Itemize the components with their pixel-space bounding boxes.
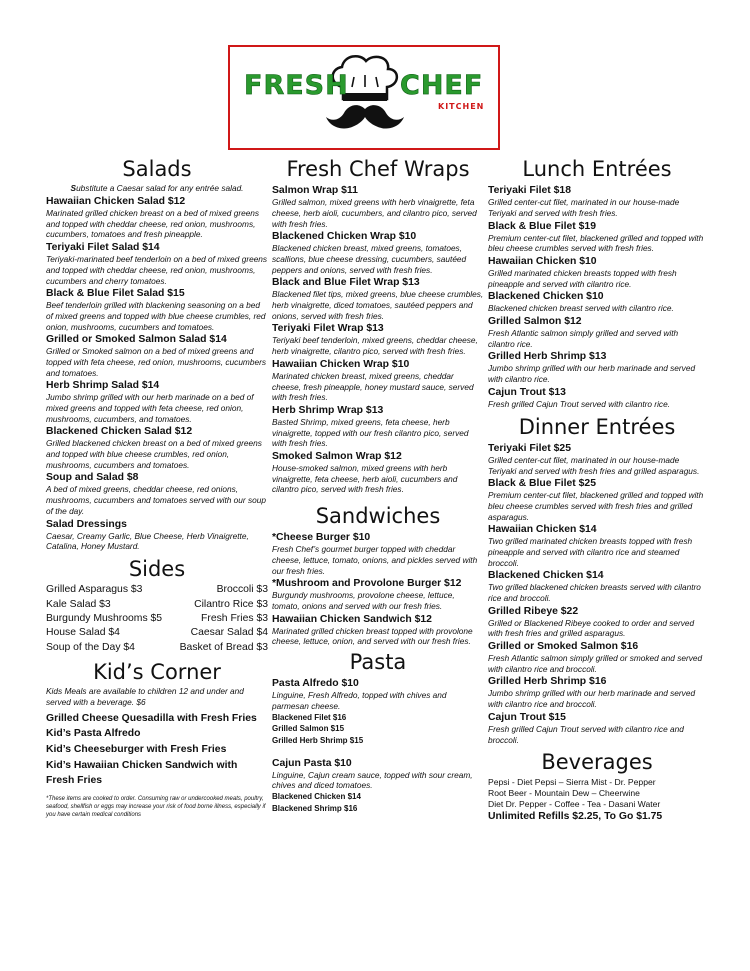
menu-item-description: Grilled center-cut filet, marinated in our house-made Teriyaki and served with fresh fries. (488, 197, 680, 218)
menu-item-description: Fresh grilled Cajun Trout served with cilantro rice. (488, 398, 670, 409)
beverage-line: Diet Dr. Pepper - Coffee - Tea - Dasani Water (488, 798, 661, 809)
menu-item-name: Blackened Chicken Wrap $10 (272, 231, 417, 243)
beverage-line: Root Beer - Mountain Dew – Cheerwine (488, 787, 640, 798)
middle-column (272, 156, 484, 814)
menu-item-description: Grilled or Blackened Ribeye cooked to order and served with fresh fries and grilled asparagus. (488, 617, 695, 639)
side-item-left: Burgundy Mushrooms $5 (46, 612, 163, 624)
food-safety-disclaimer: *These items are cooked to order. Consuming raw or undercooked meats, poultry, seafood, shellfish or eggs may increase your risk of food borne illness, especially if you have certain medical conditions (46, 795, 266, 819)
menu-item-description: Caesar, Creamy Garlic, Blue Cheese, Herb Vinaigrette, Catalina, Honey Mustard. (46, 530, 249, 552)
dinner-list (488, 442, 706, 745)
side-item-left: House Salad $4 (46, 627, 120, 639)
menu-item-description: Grilled or Smoked salmon on a bed of mixed greens and topped with feta cheese, red onion, mushrooms, cucumbers and tomatoes. (46, 346, 266, 378)
menu-item-name: Teriyaki Filet $18 (488, 185, 571, 197)
kids-menu-item: Grilled Cheese Quesadilla with Fresh Fries (46, 712, 257, 724)
side-item-left: Grilled Asparagus $3 (46, 584, 143, 596)
menu-item-name: Black & Blue Filet Salad $15 (46, 288, 185, 300)
pasta-item (272, 757, 484, 815)
menu-item-name: Teriyaki Filet Wrap $13 (272, 323, 384, 335)
menu-item-description: Jumbo shrimp grilled with our herb marinade on a bed of mixed greens and topped with feta cheese, red onion, mushrooms, cucumbers, and tomatoes. (46, 392, 254, 424)
sandwiches-list (272, 531, 484, 647)
side-item-right: Cilantro Rice $3 (194, 598, 268, 610)
menu-item-name: Grilled Salmon $12 (488, 316, 582, 328)
menu-item-name: Blackened Chicken $10 (488, 291, 604, 303)
logo-word-kitchen: KITCHEN (438, 102, 485, 111)
lunch-list (488, 184, 706, 409)
menu-item-name: Cajun Pasta $10 (272, 757, 352, 769)
menu-item-name: Cajun Trout $15 (488, 711, 566, 723)
salads-list (46, 195, 268, 552)
pasta-item (272, 677, 484, 746)
menu-item-name: Blackened Chicken Salad $12 (46, 426, 193, 438)
beverage-line: Pepsi - Diet Pepsi – Sierra Mist - Dr. Pepper (488, 776, 656, 787)
menu-item-description: Beef tenderloin grilled with blackening seasoning on a bed of mixed greens and topped with blue cheese crumbles, red onion, mushrooms, cucumbers and tomatoes. (46, 300, 266, 332)
menu-item-description: Grilled marinated chicken breasts topped with fresh pineapple and served with cilantro rice. (488, 268, 677, 289)
menu-item-description: Linguine, Fresh Alfredo, topped with chives and parmesan cheese. (272, 690, 447, 712)
menu-item-name: Hawaiian Chicken Wrap $10 (272, 358, 410, 370)
menu-item-name: Black & Blue Filet $25 (488, 478, 596, 490)
menu-item-name: Herb Shrimp Salad $14 (46, 380, 160, 392)
side-item-left: Soup of the Day $4 (46, 641, 135, 653)
menu-item-description: Teriyaki beef tenderloin, mixed greens, cheddar cheese, herb vinaigrette, cilantro pico, served with fresh fries. (272, 335, 478, 357)
menu-item-description: Grilled center-cut filet, marinated in our house-made Teriyaki and served with fresh fries and grilled asparagus. (488, 454, 700, 476)
sides-row (46, 626, 268, 640)
menu-item-description: Teriyaki-marinated beef tenderloin on a bed of mixed greens and topped with cheddar cheese, red onion, mushrooms, cucumbers and cherry tomatoes. (46, 254, 268, 286)
menu-item-name: Teriyaki Filet $25 (488, 442, 571, 454)
menu-item-description: Burgundy mushrooms, provolone cheese, lettuce, tomato, onions and served with our fresh fries. (272, 590, 455, 612)
menu-item-description: Blackened chicken breast served with cilantro rice. (488, 303, 674, 314)
side-item-right: Fresh Fries $3 (201, 612, 268, 624)
menu-item-description: Blackened chicken breast, mixed greens, tomatoes, scallions, blue cheese dressing, cucumbers, sautéed peppers and onions, served with fresh fries. (272, 243, 467, 275)
left-column (46, 156, 268, 819)
lunch-heading: Lunch Entrées (522, 157, 672, 181)
side-item-right: Basket of Bread $3 (179, 641, 268, 653)
menu-item-description: Two grilled blackened chicken breasts served with cilantro rice and broccoli. (488, 582, 701, 604)
menu-item-description: House-smoked salmon, mixed greens with herb vinaigrette, feta cheese, herb aioli, cucumbers and cilantro pico, served with fresh fries. (272, 462, 458, 495)
sandwiches-heading: Sandwiches (315, 504, 441, 529)
kids-note: Kids Meals are available to children 12 and under and served with a beverage. $6 (46, 686, 244, 708)
pasta-addon: Blackened Chicken $14 (272, 791, 361, 801)
menu-item-description: Marinated chicken breast, mixed greens, cheddar cheese, fresh pineapple, honey mustard sauce, served with fresh fries. (272, 370, 474, 403)
kids-menu-item: Kid’s Cheeseburger with Fresh Fries (46, 744, 227, 756)
menu-item-name: Grilled Herb Shrimp $13 (488, 351, 607, 363)
sides-row (46, 641, 268, 655)
menu-item-description: Jumbo shrimp grilled with our herb marinade and served with cilantro rice. (488, 363, 696, 385)
menu-item-name: Grilled Ribeye $22 (488, 605, 579, 617)
menu-item-name: Smoked Salmon Wrap $12 (272, 450, 402, 462)
kids-list (46, 711, 268, 789)
menu-item-name: Soup and Salad $8 (46, 472, 139, 484)
dinner-heading: Dinner Entrées (518, 414, 676, 439)
salads-note-text: ubstitute a Caesar salad for any entrée salad. (76, 183, 244, 194)
menu-item-name: Grilled or Smoked Salmon Salad $14 (46, 334, 227, 346)
menu-item-name: Black & Blue Filet $19 (488, 220, 596, 232)
pasta-heading: Pasta (349, 650, 407, 675)
kids-menu-item: Kid’s Hawaiian Chicken Sandwich with Fresh Fries (46, 759, 238, 787)
logo-word-fresh: FRESH (244, 70, 349, 101)
menu-item-description: Jumbo shrimp grilled with our herb marinade and served with cilantro rice and broccoli. (488, 688, 696, 710)
menu-item-description: Fresh grilled Cajun Trout served with cilantro rice and broccoli. (488, 723, 684, 745)
menu-item-description: Two grilled marinated chicken breasts topped with fresh pineapple and served with cilantro rice and steamed broccoli. (488, 536, 693, 568)
menu-item-name: Hawaiian Chicken $10 (488, 256, 597, 268)
logo (228, 45, 500, 150)
menu-item-name: Cajun Trout $13 (488, 386, 566, 398)
kids-heading: Kid’s Corner (93, 659, 221, 684)
beverages-heading: Beverages (541, 750, 653, 775)
logo-word-chef: CHEF (400, 70, 484, 101)
sides-table (46, 583, 268, 655)
menu-item-description: Marinated grilled chicken breast on a bed of mixed greens and topped with cheddar cheese, red onion, mushrooms, cucumbers, tomatoes and fresh pineapple. (46, 208, 260, 240)
menu-item-name: Grilled Herb Shrimp $16 (488, 676, 607, 688)
menu-item-description: Basted Shrimp, mixed greens, feta cheese, herb vinaigrette, topped with our fresh cilantro pico, served with fresh fries. (272, 416, 469, 449)
salads-heading: Salads (122, 157, 192, 181)
sides-row (46, 583, 268, 597)
side-item-right: Broccoli $3 (216, 584, 268, 596)
menu-item-description: Fresh Atlantic salmon simply grilled or smoked and served with cilantro rice and broccoli. (488, 653, 703, 674)
menu-item-description: Premium center-cut filet, blackened grilled and topped with bleu cheese crumbles served with fresh fries and grilled asparagus. (488, 490, 704, 522)
sides-row (46, 598, 268, 612)
menu-item-name: Pasta Alfredo $10 (272, 678, 359, 690)
mustache-icon (326, 105, 404, 128)
menu-item-name: *Cheese Burger $10 (272, 532, 371, 544)
menu-item-name: Hawaiian Chicken $14 (488, 524, 597, 536)
refills-line: Unlimited Refills $2.25, To Go $1.75 (488, 811, 663, 823)
menu-item-description: A bed of mixed greens, cheddar cheese, red onions, mushrooms, cucumbers and tomatoes served with our soup of the day. (46, 484, 266, 516)
pasta-addon: Grilled Salmon $15 (272, 724, 345, 734)
menu-item-description: Fresh Chef’s gourmet burger topped with cheddar cheese, lettuce, tomato, onions, and pickles served with our fresh fries. (272, 544, 478, 576)
wraps-heading: Fresh Chef Wraps (286, 157, 470, 181)
pasta-list (272, 677, 484, 814)
pasta-addon: Grilled Herb Shrimp $15 (272, 736, 364, 746)
menu-item-name: Teriyaki Filet Salad $14 (46, 242, 160, 254)
menu-item-description: Fresh Atlantic salmon simply grilled and served with cilantro rice. (488, 328, 679, 349)
pasta-addon: Blackened Filet $16 (272, 712, 347, 722)
menu-item-name: Salmon Wrap $11 (272, 185, 358, 197)
wraps-list (272, 184, 484, 495)
right-column (488, 156, 706, 824)
menu-item-name: Grilled or Smoked Salmon $16 (488, 641, 639, 653)
sides-row (46, 612, 268, 626)
pasta-addon: Blackened Shrimp $16 (272, 803, 358, 813)
side-item-left: Kale Salad $3 (46, 598, 111, 610)
menu-item-name: Hawaiian Chicken Salad $12 (46, 196, 186, 208)
menu-item-description: Blackened filet tips, mixed greens, blue cheese crumbles, herb vinaigrette, diced tomatoes, sautéed peppers and onions, served with fresh fries. (272, 289, 484, 321)
menu-item-description: Grilled salmon, mixed greens with herb vinaigrette, feta cheese, herb aioli, cucumbers, and cilantro pico, served with fresh fries. (272, 197, 477, 229)
menu-item-description: Marinated grilled chicken breast topped with provolone cheese, lettuce, onion, and served with our fresh fries. (272, 625, 473, 647)
menu-item-description: Premium center-cut filet, blackened grilled and topped with bleu cheese crumbles served with fresh fries. (488, 232, 704, 254)
kids-menu-item: Kid’s Pasta Alfredo (46, 728, 141, 740)
sides-heading: Sides (128, 556, 186, 581)
beverages-list (488, 777, 706, 811)
menu-item-description: Grilled blackened chicken breast on a bed of mixed greens and topped with blue cheese crumbles, red onion, mushrooms, cucumbers and tomatoes. (46, 438, 262, 470)
fresh-chef-kitchen-logo (230, 47, 498, 148)
menu-item-name: Herb Shrimp Wrap $13 (272, 404, 384, 416)
menu-item-name: Black and Blue Filet Wrap $13 (272, 277, 420, 289)
salads-note (46, 183, 268, 194)
menu-item-name: Salad Dressings (46, 518, 127, 530)
menu-item-name: Hawaiian Chicken Sandwich $12 (272, 613, 432, 625)
menu-item-description: Linguine, Cajun cream sauce, topped with sour cream, chives and diced tomatoes. (272, 769, 473, 791)
side-item-right: Caesar Salad $4 (190, 627, 268, 639)
salads-note-initial: S (70, 183, 77, 194)
menu-item-name: Blackened Chicken $14 (488, 570, 604, 582)
menu-item-name: *Mushroom and Provolone Burger $12 (272, 578, 462, 590)
